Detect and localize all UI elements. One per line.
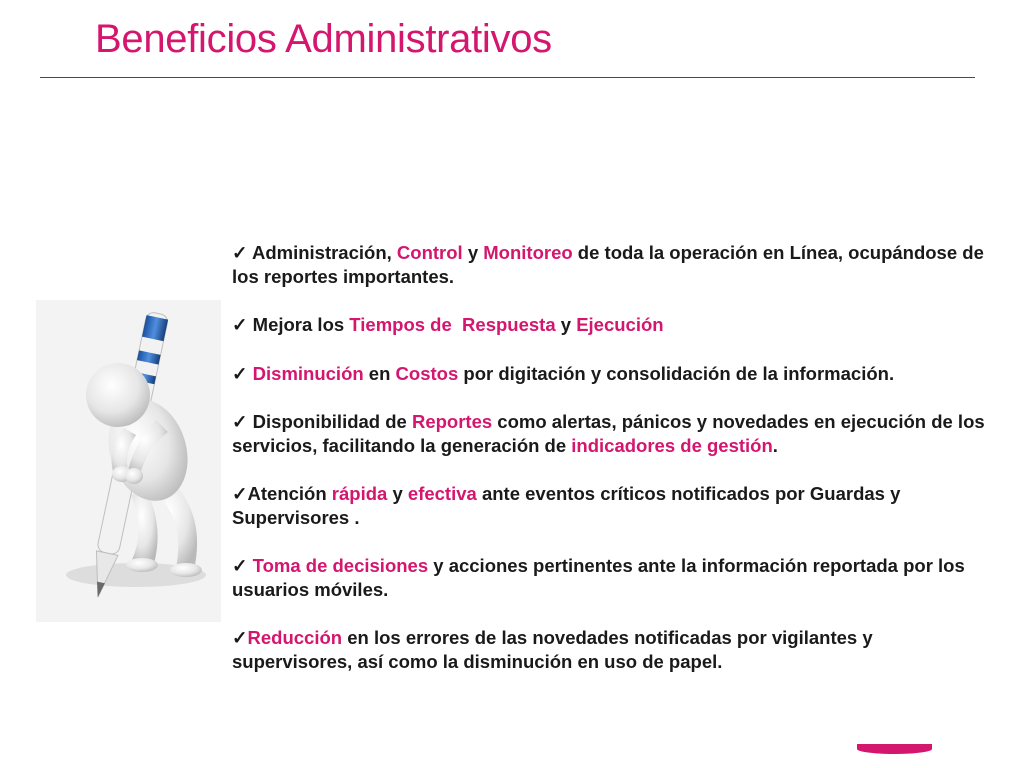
check-icon: ✓ <box>232 555 253 576</box>
list-item <box>232 410 992 457</box>
check-icon: ✓ <box>232 242 252 263</box>
bullet-text: en los errores de las novedades notificadas por vigilantes y supervisores, así como la disminución en uso de papel. <box>232 627 873 672</box>
bullet-highlight: Control <box>396 242 463 263</box>
bullet-text: y <box>555 314 577 335</box>
list-item <box>232 482 992 529</box>
bullet-highlight: Toma de decisiones <box>252 555 429 576</box>
bullet-highlight: rápida <box>331 483 388 504</box>
check-icon: ✓ <box>232 627 248 648</box>
bullet-text: por digitación y consolidación de la información. <box>458 362 895 384</box>
list-item <box>232 362 992 386</box>
bullet-highlight: efectiva <box>407 483 477 504</box>
check-icon: ✓ <box>232 362 253 384</box>
bullet-text: . <box>772 434 778 456</box>
bullet-highlight: Monitoreo <box>483 242 573 263</box>
bullet-text: y <box>462 242 484 263</box>
bullet-text: como alertas, pánicos y novedades en ejecución de los servicios, facilitando la generación de <box>232 411 985 456</box>
bullet-text: de toda la operación en Línea, ocupándose de los reportes importantes. <box>232 242 984 287</box>
bullet-highlight: Costos <box>395 362 459 384</box>
bullet-text: Mejora los <box>252 314 350 335</box>
bullet-highlight: Reducción <box>247 627 343 648</box>
bullet-text: ante eventos críticos notificados por Guardas y Supervisores . <box>232 483 901 528</box>
bullet-highlight: Ejecución <box>576 314 664 335</box>
person-with-pen-icon <box>36 300 221 622</box>
bullet-highlight: Tiempos de Respuesta <box>349 314 556 335</box>
bullet-highlight: Reportes <box>411 411 493 432</box>
list-item <box>232 554 992 601</box>
benefits-list <box>232 241 992 673</box>
title-divider <box>40 77 975 78</box>
list-item <box>232 313 992 337</box>
list-item <box>232 626 992 673</box>
check-icon: ✓ <box>232 411 253 432</box>
check-icon: ✓ <box>232 483 248 504</box>
check-icon: ✓ <box>232 314 253 335</box>
person-with-pen-image <box>36 300 221 622</box>
bullet-text: Disponibilidad de <box>252 411 412 432</box>
bullet-text: y acciones pertinentes ante la información reportada por los usuarios móviles. <box>232 555 965 600</box>
bullet-text: Administración, <box>251 242 397 263</box>
bullet-text: y <box>387 483 408 504</box>
decorative-accent-shape <box>857 744 932 754</box>
bullet-text: Atención <box>247 483 332 504</box>
slide-title: Beneficios Administrativos <box>95 17 552 61</box>
bullet-text: en <box>363 362 396 384</box>
list-item <box>232 241 992 288</box>
bullet-highlight: indicadores de gestión <box>571 434 773 456</box>
bullet-highlight: Disminución <box>252 362 364 384</box>
